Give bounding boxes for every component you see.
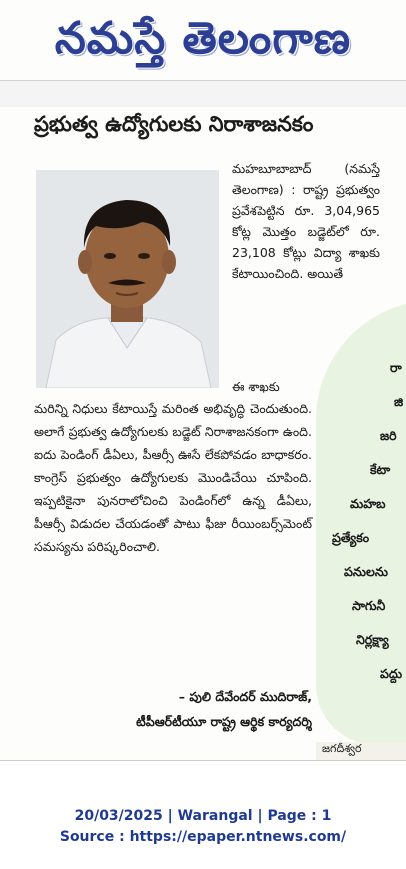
person-portrait-icon xyxy=(36,170,219,388)
article-lead-paragraph: మహబూబాబాద్ (నమస్తే తెలంగాణ) : రాష్ట్ర ప్రభుత్వం ప్రవేశపెట్టిన రూ. 3,04,965 కోట్ల మొత్తం బడ్జెట్‌లో రూ. 23,108 కోట్లు విద్యా శాఖకు కేటాయించింది. అయితే xyxy=(232,161,380,281)
side-line: ప్రత్యేకం xyxy=(332,530,370,545)
side-line: పనులను xyxy=(344,564,388,579)
edition-info: 20/03/2025 | Warangal | Page : 1 xyxy=(74,808,332,824)
side-line: మహబ xyxy=(350,496,386,511)
side-line: జి xyxy=(394,394,404,409)
footer-divider xyxy=(0,760,406,761)
article-headline: ప్రభుత్వ ఉద్యోగులకు నిరాశాజనకం xyxy=(34,112,314,136)
side-line: రా xyxy=(390,360,402,375)
side-line: జరి xyxy=(380,428,397,443)
article-lead-tail: ఈ శాఖకు xyxy=(232,379,280,394)
article-body-paragraph: మరిన్ని నిధులు కేటాయిస్తే మరింత అభివృద్ధి చెందుతుంది. అలాగే ప్రభుత్వ ఉద్యోగులకు బడ్జెట్ నిరాశాజనకంగా ఉంది. ఐదు పెండింగ్ డీఏలు, పీఆర్సీ ఊసే లేకపోవడం బాధాకరం. కాంగ్రెస్ ప్రభుత్వం ఉద్యోగులకు మొండిచేయి చూపింది. ఇప్పటికైనా పునరాలోచించి పెండింగ్‌లో ఉన్న డీఏలు, పీఆర్సీ విడుదల చేయడంతో పాటు ఫీజు రీయింబర్స్‌మెంట్ సమస్యను పరిష్కరించాలి. xyxy=(34,401,312,554)
side-line: కేటా xyxy=(370,462,391,477)
masthead-divider xyxy=(0,80,406,107)
author-name: – పులి దేవేందర్ ముదిరాజ్, xyxy=(178,689,312,704)
adjacent-article-fragment: జగదీశ్వర xyxy=(316,742,406,760)
source-link[interactable]: Source : https://epaper.ntnews.com/ xyxy=(59,829,347,845)
adjacent-article-column xyxy=(316,300,406,745)
side-line: సాగునీ xyxy=(352,598,386,613)
author-photo xyxy=(36,170,219,388)
side-line: పద్దు xyxy=(380,666,403,681)
side-line: నిర్లక్ష్యా xyxy=(356,632,389,647)
article-author xyxy=(34,684,312,734)
newspaper-masthead: నమస్తే తెలంగాణ xyxy=(54,13,352,64)
author-role: టీపీఆర్‌టీయూ రాష్ట్ర ఆర్థిక కార్యదర్శి xyxy=(136,714,312,729)
